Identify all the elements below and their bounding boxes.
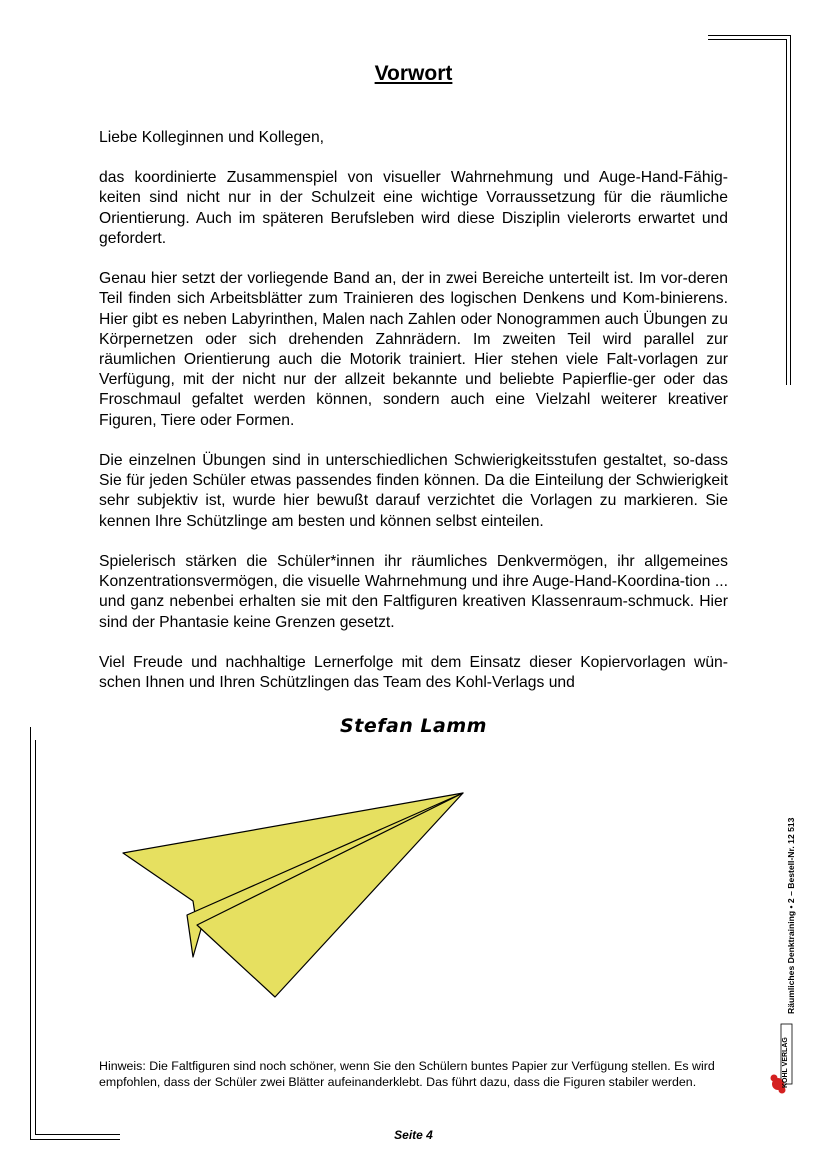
- greeting: Liebe Kolleginnen und Kollegen,: [99, 129, 325, 146]
- frame-right-line: [790, 35, 791, 385]
- page-number: Seite 4: [394, 1128, 433, 1142]
- signature: Stefan Lamm: [340, 715, 487, 737]
- paragraph-4: Spielerisch stärken die Schüler*innen ihr räumliches Denkvermögen, ihr allgemeines Konzentrationsvermögen, die visuelle Wahrnehmung und ihre Auge-Hand-Koordina-tion ... und ganz nebenbei erhalten sie mit den Faltfiguren kreativen Klassenraum-schmuck. Hier sind der Phantasie keine Grenzen gesetzt.: [99, 553, 728, 631]
- paragraph-5: Viel Freude und nachhaltige Lernerfolge mit dem Einsatz dieser Kopiervorlagen wün-schen Ihnen und Ihren Schützlingen das Team des Kohl-Verlags und: [99, 654, 728, 692]
- logo-text: KOHL VERLAG: [782, 1037, 789, 1088]
- kohl-verlag-logo: [770, 1022, 800, 1100]
- paper-airplane-icon: [115, 785, 475, 1005]
- paragraph-1: das koordinierte Zusammenspiel von visueller Wahrnehmung und Auge-Hand-Fähig-keiten sind nicht nur in der Schulzeit eine wichtige Vorraussetzung für die räumliche Orientierung. Auch im späteren Berufsleben wird diese Disziplin vielerorts erwartet und gefordert.: [99, 169, 728, 247]
- paragraph-2: Genau hier setzt der vorliegende Band an, der in zwei Bereiche unterteilt ist. Im vor-deren Teil finden sich Arbeitsblätter zum Trainieren des logischen Denkens und Kom-binierens. Hier gibt es neben Labyrinthen, Malen nach Zahlen oder Nonogrammen auch Übungen zu Körpernetzen oder sich drehenden Zahnrädern. Im zweiten Teil wird parallel zur räumlichen Orientierung auch die Motorik trainiert. Hier stehen viele Falt-vorlagen zur Verfügung, mit der nicht nur der allzeit bekannte und beliebte Papierflie-ger oder das Froschmaul gefaltet werden können, sondern auch eine Vielzahl weiterer kreativer Figuren, Tiere oder Formen.: [99, 270, 728, 429]
- side-label: Räumliches Denktraining • 2 – Bestell-Nr. 12 513: [786, 817, 796, 1014]
- frame-left-line: [30, 727, 31, 1140]
- paragraph-3: Die einzelnen Übungen sind in unterschiedlichen Schwierigkeitsstufen gestaltet, so-dass Sie für jeden Schüler etwas passendes finden können. Da die Einteilung der Schwierigkeit sehr subjektiv ist, wurde hier bewußt darauf verzichtet die Vorlagen zu markieren. Sie kennen Ihre Schützlinge am besten und können selbst einteilen.: [99, 452, 728, 530]
- body-text: [99, 128, 728, 714]
- frame-top-line-inner: [708, 39, 787, 40]
- page-title: Vorwort: [374, 62, 453, 85]
- hint-note: Hinweis: Die Faltfiguren sind noch schöner, wenn Sie den Schülern buntes Papier zur Verfügung stellen. Es wird empfohlen, dass der Schüler zwei Blätter aufeinanderklebt. Das führt dazu, dass die Figuren stabiler werden.: [99, 1059, 715, 1089]
- frame-top-line: [708, 35, 791, 36]
- frame-right-line-inner: [786, 39, 787, 385]
- frame-left-line-inner: [35, 740, 36, 1135]
